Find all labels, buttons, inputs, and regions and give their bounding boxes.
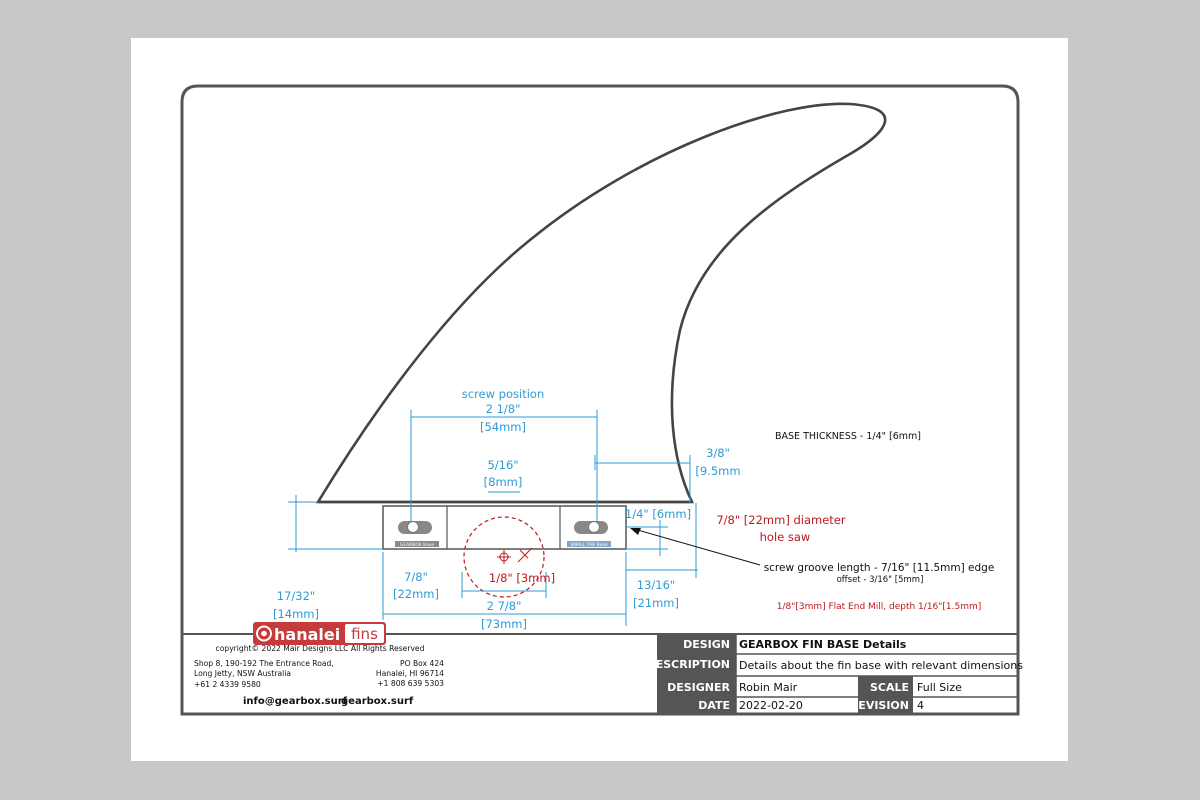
logo-word-hanalei: hanalei [274, 625, 341, 644]
address-au-3: +61 2 4339 9580 [194, 680, 261, 689]
slot-width-in: 5/16" [487, 458, 519, 472]
groove-note-2: offset - 3/16" [5mm] [836, 575, 924, 585]
hole-saw-note-1: 7/8" [22mm] diameter [716, 513, 846, 527]
hanalei-fins-logo [253, 622, 386, 645]
base-tag-right-text: SMALL TAB Base [570, 543, 608, 548]
base-length-in: 2 7/8" [486, 599, 522, 613]
address-au-1: Shop 8, 190-192 The Entrance Road, [194, 659, 334, 668]
screw-spacing-mm: [54mm] [479, 420, 527, 434]
edge-offset-mm: [9.5mm [695, 464, 741, 478]
screw-head-right [589, 522, 600, 533]
date-value: 2022-02-20 [739, 699, 803, 712]
mill-diameter: 1/8" [3mm] [488, 571, 556, 585]
revision-label: REVISION [849, 699, 909, 712]
groove-leader-line [634, 529, 760, 565]
fin-outline [318, 104, 885, 502]
total-height-mm: [14mm] [272, 607, 320, 621]
hole-offset-mm: [22mm] [392, 587, 440, 601]
address-us-2: Hanalei, HI 96714 [375, 669, 444, 678]
scale-label: SCALE [869, 681, 909, 694]
screw-spacing-in: 2 1/8" [485, 402, 521, 416]
hole-saw-note-2: hole saw [759, 530, 811, 544]
company-website: gearbox.surf [341, 696, 414, 707]
slot-width-mm: [8mm] [483, 475, 523, 489]
total-height-in: 17/32" [276, 589, 316, 603]
logo-word-fins: fins [351, 625, 378, 643]
designer-label: DESIGNER [667, 681, 730, 694]
description-value: Details about the fin base with relevant dimensions [739, 659, 1023, 672]
address-au-2: Long Jetty, NSW Australia [194, 669, 291, 678]
revision-value: 4 [917, 699, 924, 712]
groove-note-1: screw groove length - 7/16" [11.5mm] edge [763, 562, 995, 574]
base-length-mm: [73mm] [480, 617, 528, 631]
base-height: 1/4" [6mm] [624, 507, 692, 521]
address-us-1: PO Box 424 [400, 659, 444, 668]
groove-leader-arrow [630, 528, 641, 535]
designer-value: Robin Mair [739, 681, 798, 694]
copyright-text: copyright© 2022 Mair Designs LLC All Rights Reserved [215, 644, 425, 653]
edge-offset-in: 3/8" [706, 446, 730, 460]
address-us-3: +1 808 639 5303 [377, 679, 444, 688]
company-email: info@gearbox.surf [243, 696, 348, 707]
mill-mark [520, 550, 528, 558]
scale-value: Full Size [917, 681, 962, 694]
screw-head-left [408, 522, 419, 533]
design-value: GEARBOX FIN BASE Details [739, 638, 907, 651]
date-label: DATE [698, 699, 730, 712]
base-tag-left-text: GEARBOX Base [399, 543, 435, 548]
back-offset-in: 13/16" [636, 578, 676, 592]
back-offset-mm: [21mm] [632, 596, 680, 610]
logo-swirl-center [261, 631, 267, 637]
screw-position-title: screw position [461, 387, 545, 401]
flat-end-mill-note: 1/8"[3mm] Flat End Mill, depth 1/16"[1.5mm] [776, 602, 982, 612]
design-label: DESIGN [683, 638, 730, 651]
base-thickness-note: BASE THICKNESS - 1/4" [6mm] [775, 431, 921, 442]
hole-offset-in: 7/8" [404, 570, 428, 584]
description-label: DESCRIPTION [646, 658, 730, 671]
